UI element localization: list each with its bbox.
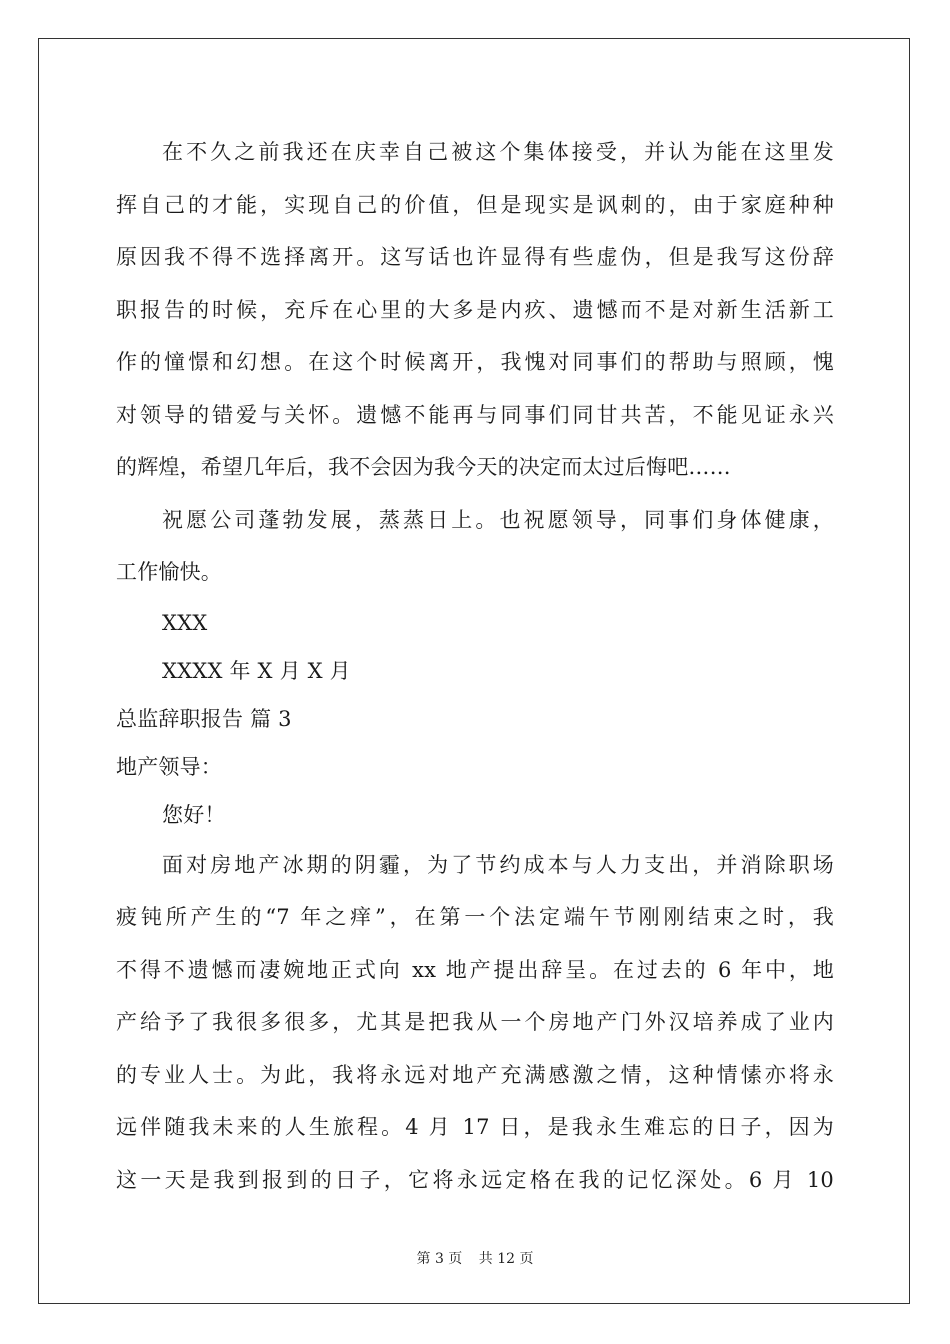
paragraph-line: 产给予了我很多很多，尤其是把我从一个房地产门外汉培养成了业内 [116, 1010, 834, 1034]
paragraph-line: 远伴随我未来的人生旅程。4 月 17 日，是我永生难忘的日子，因为 [116, 1115, 834, 1139]
paragraph-line: 作的憧憬和幻想。在这个时候离开，我愧对同事们的帮助与照顾，愧 [116, 350, 834, 374]
paragraph-line: 这一天是我到报到的日子，它将永远定格在我的记忆深处。6 月 10 [116, 1167, 834, 1192]
signature-name: XXX [162, 610, 208, 635]
paragraph-line: 不得不遗憾而凄婉地正式向 xx 地产提出辞呈。在过去的 6 年中，地 [116, 957, 834, 982]
page-total: 共 12 页 [478, 1251, 534, 1267]
greeting: 您好！ [162, 802, 226, 827]
section-heading: 总监辞职报告 篇 3 [116, 706, 292, 731]
paragraph-line: 面对房地产冰期的阴霾，为了节约成本与人力支出，并消除职场 [162, 852, 834, 877]
salutation: 地产领导： [116, 754, 222, 779]
paragraph-line: 祝愿公司蓬勃发展，蒸蒸日上。也祝愿领导，同事们身体健康， [162, 507, 834, 532]
paragraph-line: 疲钝所产生的“7 年之痒”，在第一个法定端午节刚刚结束之时，我 [116, 905, 834, 929]
paragraph-line: 职报告的时候，充斥在心里的大多是内疚、遗憾而不是对新生活新工 [116, 297, 834, 322]
paragraph-line: 对领导的错爱与关怀。遗憾不能再与同事们同甘共苦，不能见证永兴 [116, 402, 834, 427]
paragraph-line: 在不久之前我还在庆幸自己被这个集体接受，并认为能在这里发 [162, 140, 834, 164]
paragraph-line: 的辉煌，希望几年后，我不会因为我今天的决定而太过后悔吧…… [116, 455, 731, 479]
paragraph-line: 原因我不得不选择离开。这写话也许显得有些虚伪，但是我写这份辞 [116, 245, 834, 269]
paragraph-line: 的专业人士。为此，我将永远对地产充满感激之情，这种情愫亦将永 [116, 1062, 834, 1087]
paragraph-line: 挥自己的才能，实现自己的价值，但是现实是讽刺的，由于家庭种种 [116, 192, 834, 217]
document-body [116, 126, 834, 1206]
page-footer [0, 1248, 950, 1268]
paragraph-line: 工作愉快。 [116, 560, 222, 584]
signature-date: XXXX 年 X 月 X 月 [162, 658, 351, 683]
page-number: 第 3 页 [416, 1251, 463, 1267]
